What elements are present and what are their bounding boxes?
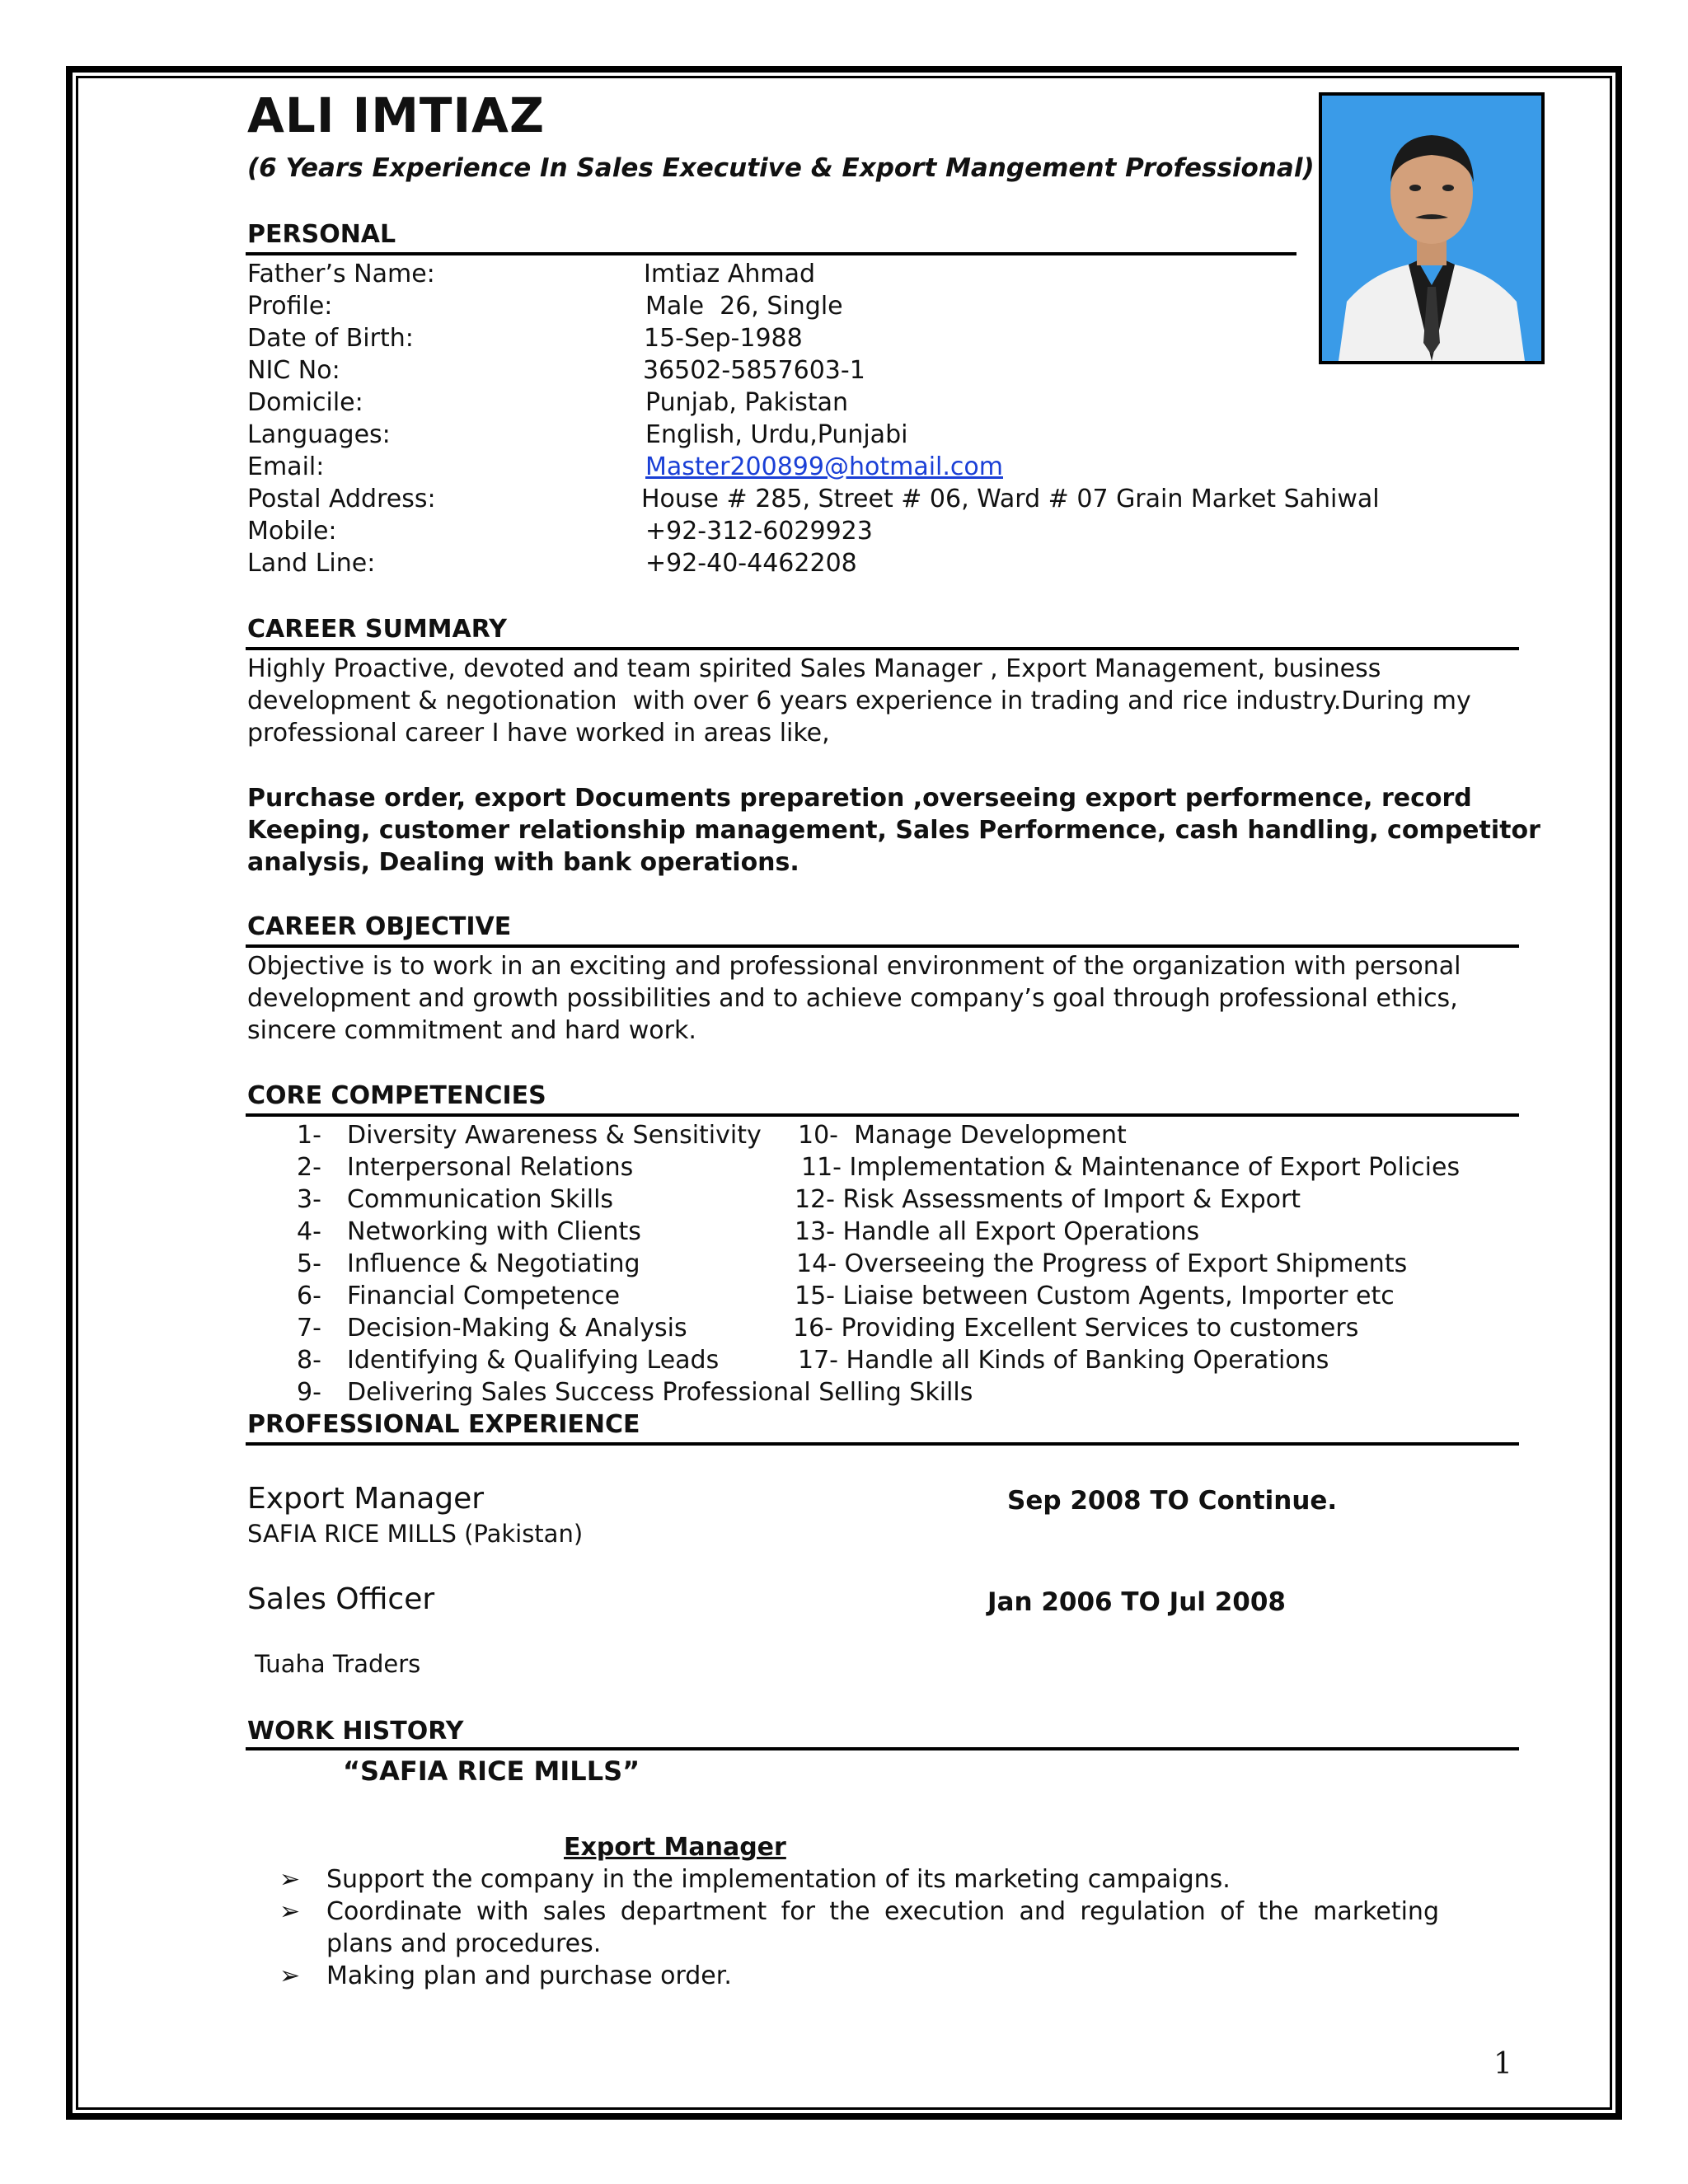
landline-label: Land Line:: [247, 549, 376, 578]
bullet-item: Coordinate with sales department for the execution and regulation of the marketing: [326, 1897, 1439, 1926]
bullet-item-continued: plans and procedures.: [326, 1929, 602, 1958]
bullet-arrow-icon: ➢: [279, 1865, 301, 1894]
personal-heading: PERSONAL: [247, 220, 396, 249]
career-summary-bold-3: analysis, Dealing with bank operations.: [247, 848, 799, 877]
email-label: Email:: [247, 452, 325, 481]
work-history-heading: WORK HISTORY: [247, 1717, 464, 1746]
competency-item: 10- Manage Development: [798, 1121, 1127, 1150]
nic-label: NIC No:: [247, 356, 340, 385]
competency-num: 8-: [297, 1346, 321, 1375]
mobile-label: Mobile:: [247, 517, 337, 546]
job-title: Export Manager: [247, 1482, 485, 1516]
competency-item: Decision-Making & Analysis: [347, 1314, 687, 1343]
competency-num: 6-: [297, 1282, 321, 1310]
competency-num: 2-: [297, 1153, 321, 1182]
career-summary-rule: [246, 647, 1519, 650]
career-objective-heading: CAREER OBJECTIVE: [247, 912, 512, 941]
career-summary-line-3: professional career I have worked in areas like,: [247, 719, 830, 748]
career-summary-bold-2: Keeping, customer relationship management, Sales Performence, cash handling, competitor: [247, 816, 1540, 845]
landline-value: +92-40-4462208: [645, 549, 857, 578]
domicile-label: Domicile:: [247, 388, 363, 417]
competency-item: Diversity Awareness & Sensitivity: [347, 1121, 762, 1150]
profile-photo: [1319, 92, 1545, 364]
languages-label: Languages:: [247, 420, 391, 449]
career-objective-line-1: Objective is to work in an exciting and professional environment of the organization with personal: [247, 952, 1461, 981]
competency-item: 16- Providing Excellent Services to customers: [793, 1314, 1359, 1343]
core-competencies-heading: CORE COMPETENCIES: [247, 1081, 546, 1110]
work-history-rule: [246, 1747, 1519, 1750]
competency-item: Interpersonal Relations: [347, 1153, 634, 1182]
core-competencies-rule: [246, 1113, 1519, 1117]
competency-item: 13- Handle all Export Operations: [795, 1217, 1200, 1246]
job-title: Sales Officer: [247, 1582, 435, 1616]
father-name-value: Imtiaz Ahmad: [644, 260, 816, 288]
competency-num: 3-: [297, 1185, 321, 1214]
nic-value: 36502-5857603-1: [643, 356, 865, 385]
work-history-role: Export Manager: [564, 1833, 786, 1862]
job-dates: Sep 2008 TO Continue.: [1007, 1486, 1338, 1516]
professional-experience-heading: PROFESSIONAL EXPERIENCE: [247, 1410, 640, 1439]
career-objective-line-3: sincere commitment and hard work.: [247, 1016, 696, 1045]
competency-item: 12- Risk Assessments of Import & Export: [795, 1185, 1301, 1214]
page-number: 1: [1493, 2047, 1512, 2081]
competency-item: 11- Implementation & Maintenance of Export Policies: [801, 1153, 1461, 1182]
dob-label: Date of Birth:: [247, 324, 414, 353]
candidate-name: ALI IMTIAZ: [247, 87, 546, 143]
bullet-arrow-icon: ➢: [279, 1961, 301, 1990]
competency-item: 17- Handle all Kinds of Banking Operations: [798, 1346, 1329, 1375]
job-company: SAFIA RICE MILLS (Pakistan): [247, 1520, 584, 1548]
profile-value: Male 26, Single: [645, 292, 843, 321]
competency-item: Delivering Sales Success Professional Selling Skills: [347, 1378, 973, 1407]
job-company: Tuaha Traders: [255, 1650, 421, 1678]
competency-num: 7-: [297, 1314, 321, 1343]
work-history-company: “SAFIA RICE MILLS”: [343, 1755, 640, 1787]
bullet-item: Making plan and purchase order.: [326, 1961, 732, 1990]
competency-num: 9-: [297, 1378, 321, 1407]
personal-rule: [246, 252, 1296, 255]
postal-address-value: House # 285, Street # 06, Ward # 07 Grain Market Sahiwal: [641, 485, 1380, 513]
profile-label: Profile:: [247, 292, 333, 321]
bullet-item: Support the company in the implementation of its marketing campaigns.: [326, 1865, 1231, 1894]
dob-value: 15-Sep-1988: [644, 324, 803, 353]
career-summary-line-2: development & negotionation with over 6 years experience in trading and rice industry.During my: [247, 687, 1471, 715]
professional-experience-rule: [246, 1442, 1519, 1446]
career-summary-bold-1: Purchase order, export Documents preparetion ,overseeing export performence, record: [247, 784, 1472, 813]
bullet-arrow-icon: ➢: [279, 1897, 301, 1926]
postal-address-label: Postal Address:: [247, 485, 436, 513]
competency-item: 14- Overseeing the Progress of Export Shipments: [796, 1249, 1408, 1278]
competency-item: Communication Skills: [347, 1185, 614, 1214]
competency-num: 4-: [297, 1217, 321, 1246]
competency-item: 15- Liaise between Custom Agents, Importer etc: [795, 1282, 1395, 1310]
competency-item: Networking with Clients: [347, 1217, 641, 1246]
competency-num: 5-: [297, 1249, 321, 1278]
father-name-label: Father’s Name:: [247, 260, 435, 288]
mobile-value: +92-312-6029923: [645, 517, 873, 546]
candidate-subtitle: (6 Years Experience In Sales Executive & Export Mangement Professional): [247, 153, 1315, 183]
career-objective-rule: [246, 944, 1519, 948]
email-link[interactable]: Master200899@hotmail.com: [645, 452, 1003, 481]
competency-item: Influence & Negotiating: [347, 1249, 640, 1278]
career-summary-line-1: Highly Proactive, devoted and team spirited Sales Manager , Export Management, business: [247, 654, 1381, 683]
competency-item: Financial Competence: [347, 1282, 621, 1310]
competency-item: Identifying & Qualifying Leads: [347, 1346, 720, 1375]
career-objective-line-2: development and growth possibilities and to achieve company’s goal through professional ethics,: [247, 984, 1458, 1013]
domicile-value: Punjab, Pakistan: [645, 388, 849, 417]
job-dates: Jan 2006 TO Jul 2008: [987, 1587, 1286, 1617]
person-portrait-icon: [1322, 96, 1541, 361]
career-summary-heading: CAREER SUMMARY: [247, 615, 507, 644]
competency-num: 1-: [297, 1121, 321, 1150]
languages-value: English, Urdu,Punjabi: [645, 420, 908, 449]
